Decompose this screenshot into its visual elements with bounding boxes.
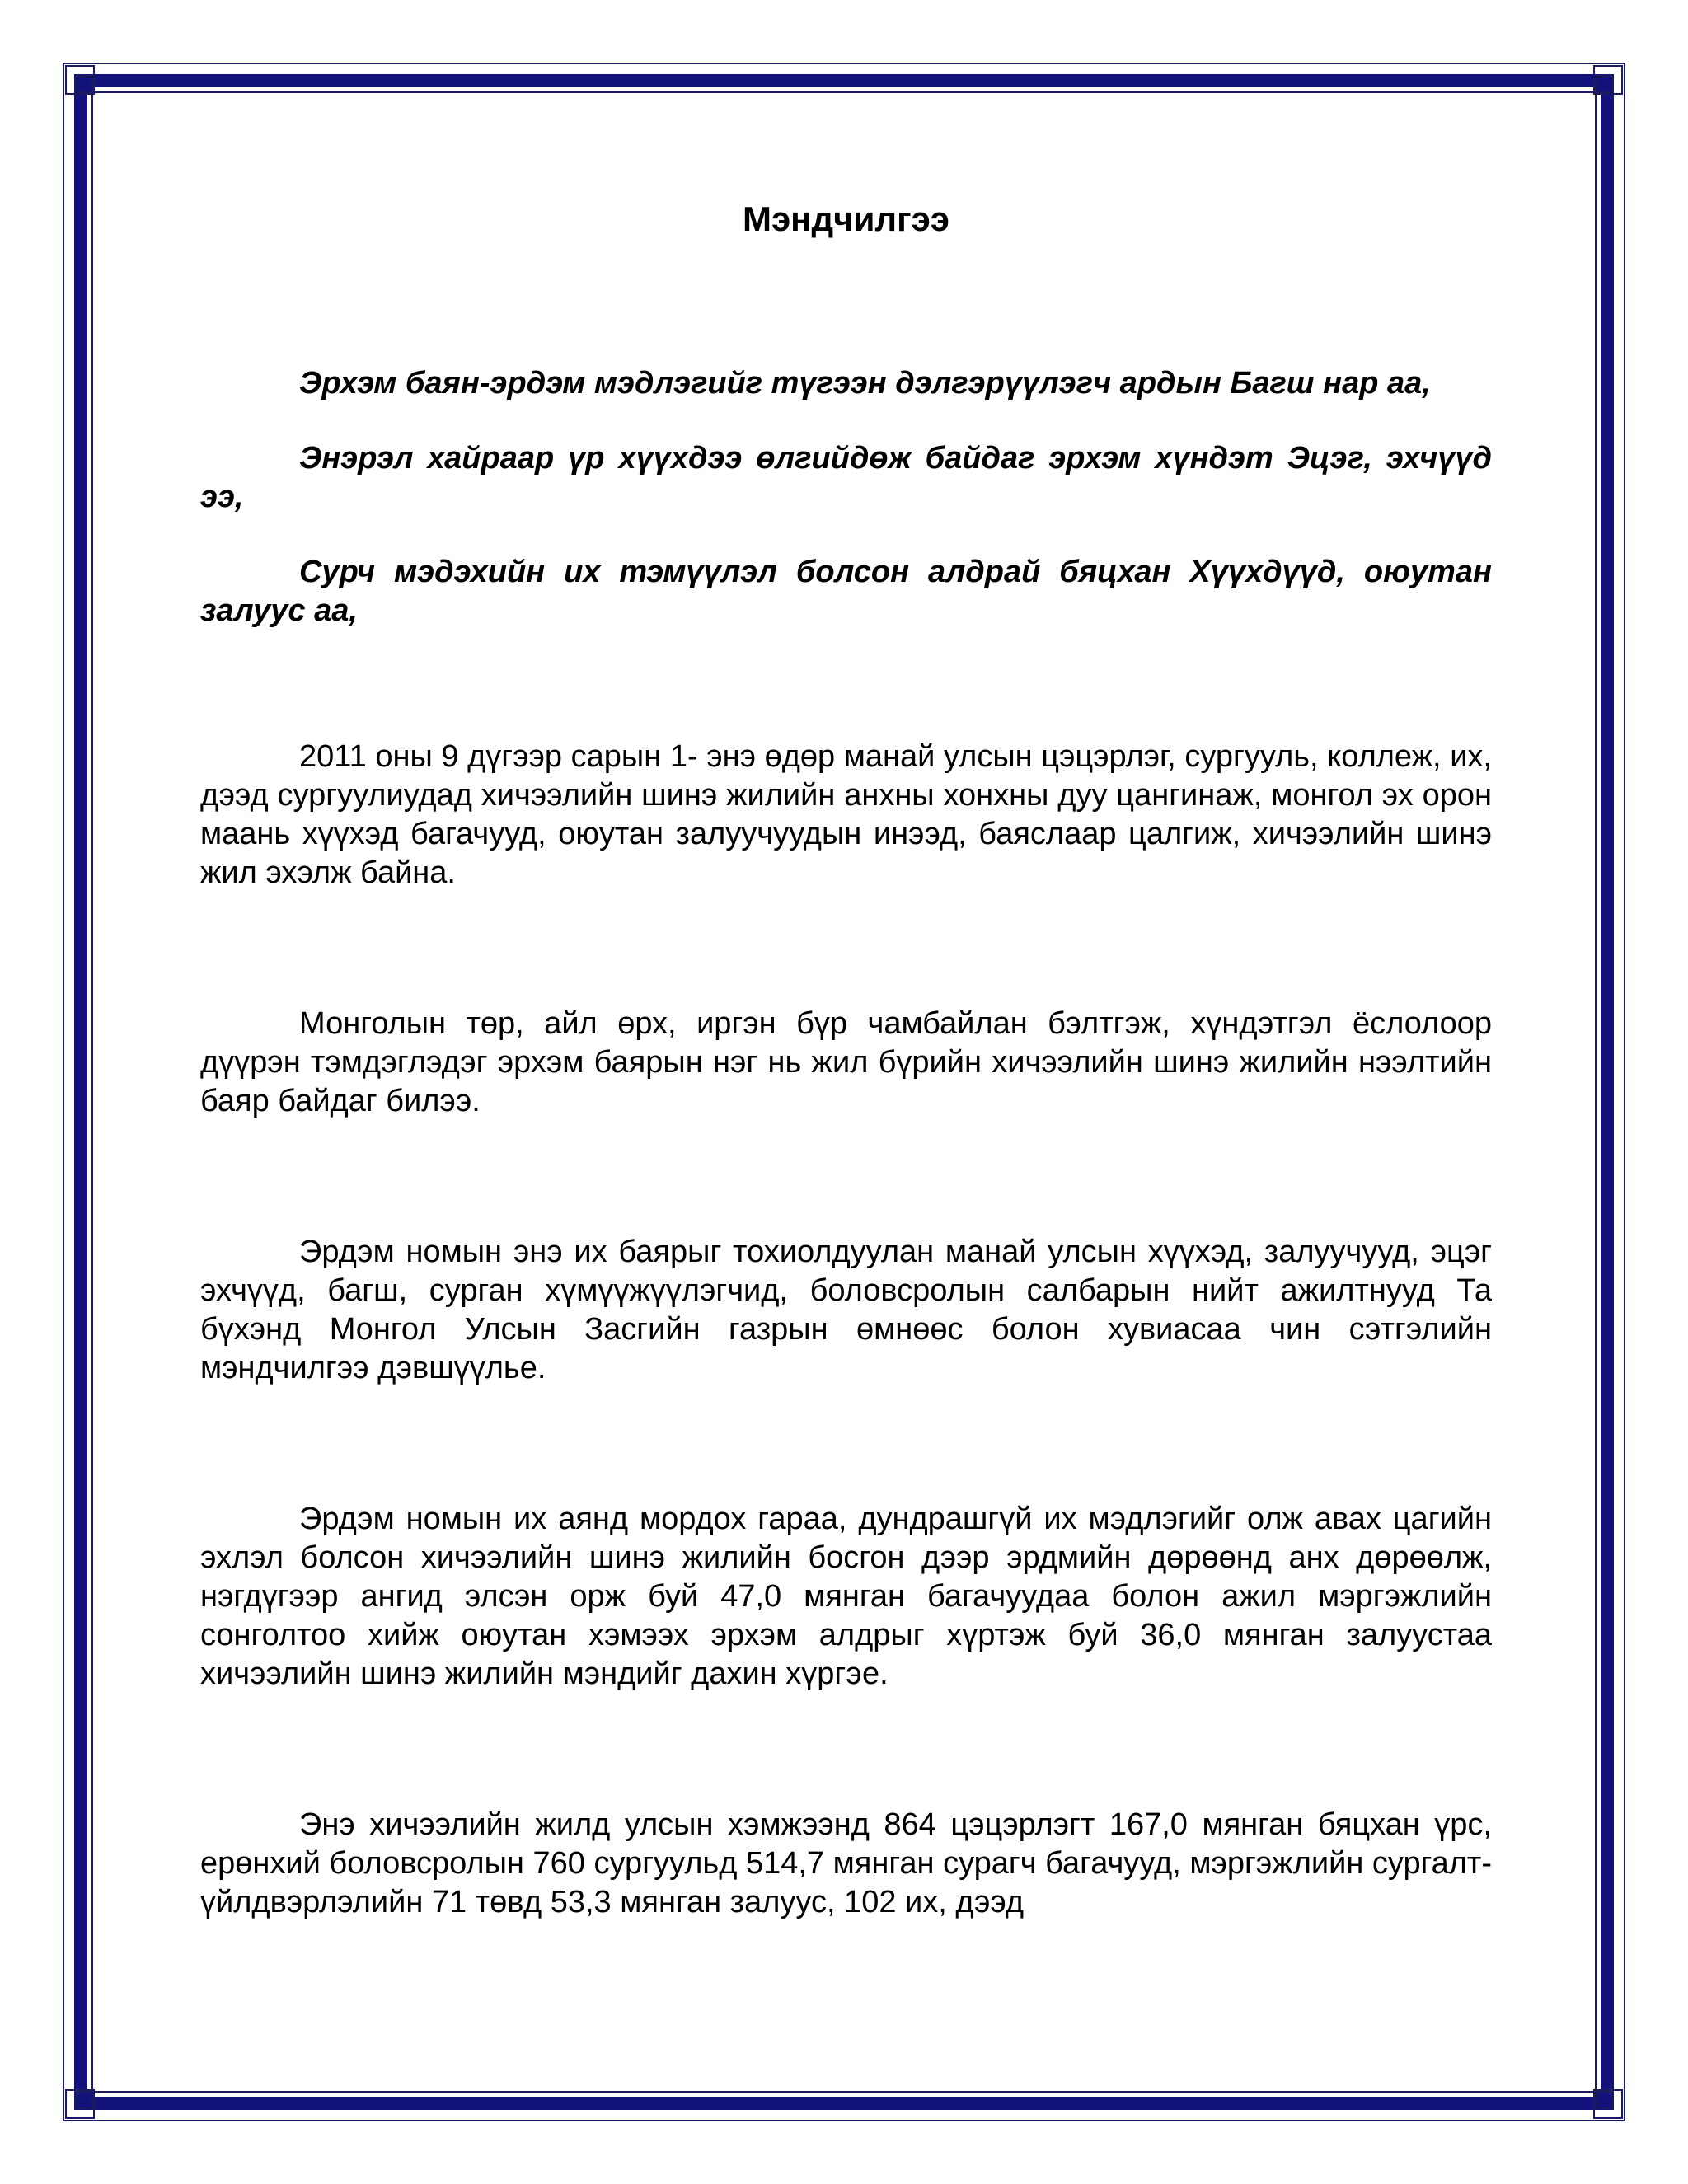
paragraph-celebration: Монголын төр, айл өрх, иргэн бүр чамбайлан бэлтгэж, хүндэтгэл ёслолоор дүүрэн тэмдэглэдэг эрхэм баярын нэг нь жил бүрийн хичээлийн шинэ жилийн нээлтийн баяр байдаг билээ. — [200, 1006, 1492, 1118]
salutation-parents: Энэрэл хайраар үр хүүхдээ өлгийдөж байдаг эрхэм хүндэт Эцэг, эхчүүд ээ, — [200, 441, 1492, 514]
salutation-students: Сурч мэдэхийн их тэмүүлэл болсон алдрай бяцхан Хүүхдүүд, оюутан залуус аа, — [200, 555, 1492, 628]
document-body — [200, 198, 1492, 2034]
corner-ornament-top-left — [66, 66, 94, 94]
paragraph-school-year-start: 2011 оны 9 дүгээр сарын 1- энэ өдөр манай улсын цэцэрлэг, сургууль, коллеж, их, дээд сургуулиудад хичээлийн шинэ жилийн анхны хонхны дуу цангинаж, монгол эх орон маань хүүхэд багачууд, оюутан залуучуудын инээд, баяслаар цалгиж, хичээлийн шинэ жил эхэлж байна. — [200, 739, 1492, 890]
corner-ornament-bottom-right — [1594, 2090, 1622, 2118]
page-title: Мэндчилгээ — [743, 199, 950, 238]
paragraph-statistics: Энэ хичээлийн жилд улсын хэмжээнд 864 цэцэрлэгт 167,0 мянган бяцхан үрс, ерөнхий боловсролын 760 сургуульд 514,7 мянган сурагч багачууд, мэргэжлийн сургалт-үйлдвэрлэлийн 71 төвд 53,3 мянган залуус, 102 их, дээд — [200, 1807, 1492, 1919]
corner-ornament-bottom-left — [66, 2090, 94, 2118]
paragraph-greetings: Эрдэм номын энэ их баярыг тохиолдуулан манай улсын хүүхэд, залуучууд, эцэг эхчүүд, багш, сурган хүмүүжүүлэгчид, боловсролын салбарын нийт ажилтнууд Та бүхэнд Монгол Улсын Засгийн газрын өмнөөс болон хувиасаа чин сэтгэлийн мэндчилгээ дэвшүүлье. — [200, 1235, 1492, 1385]
salutation-teachers: Эрхэм баян-эрдэм мэдлэгийг түгээн дэлгэрүүлэгч ардын Багш нар аа, — [299, 366, 1431, 401]
paragraph-new-students: Эрдэм номын их аянд мордох гараа, дундрашгүй их мэдлэгийг олж авах цагийн эхлэл болсон хичээлийн шинэ жилийн босгон дээр эрдмийн дөрөөнд анх дөрөөлж, нэгдүгээр ангид элсэн орж буй 47,0 мянган багачуудаа болон ажил мэргэжлийн сонголтоо хийж оюутан хэмээх эрхэм алдрыг хүртэж буй 36,0 мянган залуустаа хичээлийн шинэ жилийн мэндийг дахин хүргэе. — [200, 1502, 1492, 1691]
corner-ornament-top-right — [1594, 66, 1622, 94]
